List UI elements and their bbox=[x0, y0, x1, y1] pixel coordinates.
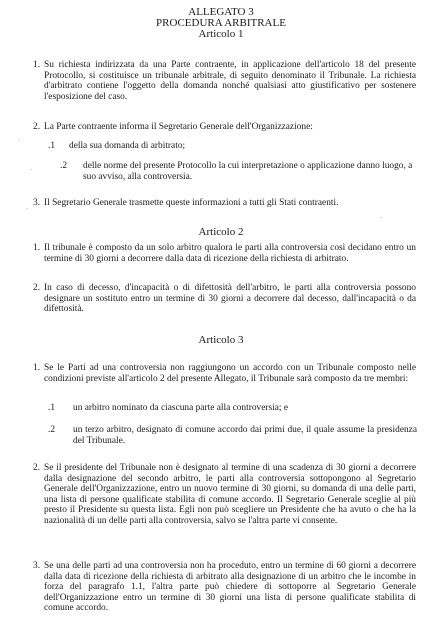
art3-paragraph-1: Se le Parti ad una controversia non raggiungono un accordo con un Tribunale composto nelle condizioni previste all'articolo 2 del presente Allegato, il Tribunale sarà composto da tre membri: bbox=[44, 363, 416, 384]
art1-paragraph-2: La Parte contraente informa il Segretario Generale dell'Organizzazione: bbox=[44, 122, 313, 132]
art1-p2-number: 2. bbox=[33, 122, 41, 132]
art1-item-2: delle norme del presente Protocollo la cui interpretazione o applicazione danno luogo, a suo avviso, alla controversia. bbox=[83, 161, 413, 182]
annex-title: ALLEGATO 3 bbox=[188, 6, 254, 18]
art1-p1-number: 1. bbox=[33, 60, 41, 70]
art2-paragraph-2: In caso di decesso, d'incapacità o di difettosità dell'arbitro, le parti alla controversia possono designare un sostituto entro un termine di 30 giorni a decorrere dal decesso, dall'incapacità o da difettosità. bbox=[44, 283, 416, 315]
art1-item-1: della sua domanda di arbitrato; bbox=[69, 141, 186, 151]
art2-paragraph-1: Il tribunale è composto da un solo arbitro qualora le parti alla controversia così decidano entro un termine di 30 giorni a decorrere dalla data di ricezione della richiesta di arbitrato. bbox=[44, 243, 416, 264]
art3-item-2: un terzo arbitro, designato di comune accordo dai primi due, il quale assume la presidenza del Tribunale. bbox=[73, 425, 417, 446]
art3-p1-number: 1. bbox=[33, 363, 41, 373]
art3-paragraph-3: Se una delle parti ad una controversia non ha proceduto, entro un termine di 60 giorni a decorrere dalla data di ricezione della richiesta di arbitrato alla designazione di un arbitro che le incombe in forza del paragrafo 1.1, l'altra parte può chiedere di sottoporre al Segretario Generale dell'Organizzazione entro un termine di 30 giorni una lista di persone qualificate stabilita di comune accordo. bbox=[44, 561, 416, 614]
article-1-heading: Articolo 1 bbox=[198, 28, 244, 40]
art3-p3-number: 3. bbox=[33, 561, 41, 571]
art1-paragraph-3: Il Segretario Generale trasmette queste informazioni a tutti gli Stati contraenti. bbox=[44, 198, 339, 208]
art3-item-2-number: .2 bbox=[48, 425, 56, 435]
art2-p2-number: 2. bbox=[33, 283, 41, 293]
art3-item-1: un arbitro nominato da ciascuna parte alla controversia; e bbox=[73, 403, 289, 413]
art3-paragraph-2: Se il presidente del Tribunale non è designato al termine di una scadenza di 30 giorni a decorrere dalla designazione del secondo arbitro, le parti alla controversia sottopongono al Segretario Generale dell'Organizzazione, entro un nuovo termine di 30 giorni, su domanda di una delle parti, una lista di persone qualificate stabilita di comune accordo. Il Segretario Generale sceglie al più presto il Presidente su questa lista. Egli non può scegliere un Presidente che ha avuto o che ha la nazionalità di un delle parti alla controversia, salvo se l'altra parte vi consente. bbox=[44, 463, 416, 526]
art1-p3-number: 3. bbox=[33, 198, 41, 208]
art1-paragraph-1: Su richiesta indirizzata da una Parte contraente, in applicazione dell'articolo 18 del presente Protocollo, si costituisce un tribunale arbitrale, di seguito denominato il Tribunale. La richiesta d'arbitrato contiene l'oggetto della domanda nonché qualsiasi atto giustificativo per sostenere l'esposizione del caso. bbox=[44, 60, 416, 102]
article-3-heading: Articolo 3 bbox=[198, 334, 244, 346]
art1-item-1-number: .1 bbox=[48, 141, 56, 151]
art3-p2-number: 2. bbox=[33, 463, 41, 473]
scan-speck: · bbox=[30, 166, 33, 174]
scan-speck: · bbox=[18, 136, 21, 144]
art3-item-1-number: .1 bbox=[48, 403, 56, 413]
art1-item-2-number: .2 bbox=[60, 161, 68, 171]
scan-speck: · bbox=[26, 205, 29, 213]
article-2-heading: Articolo 2 bbox=[198, 226, 244, 238]
scan-speck: · bbox=[380, 214, 383, 222]
procedure-title: PROCEDURA ARBITRALE bbox=[156, 17, 286, 29]
art2-p1-number: 1. bbox=[33, 243, 41, 253]
